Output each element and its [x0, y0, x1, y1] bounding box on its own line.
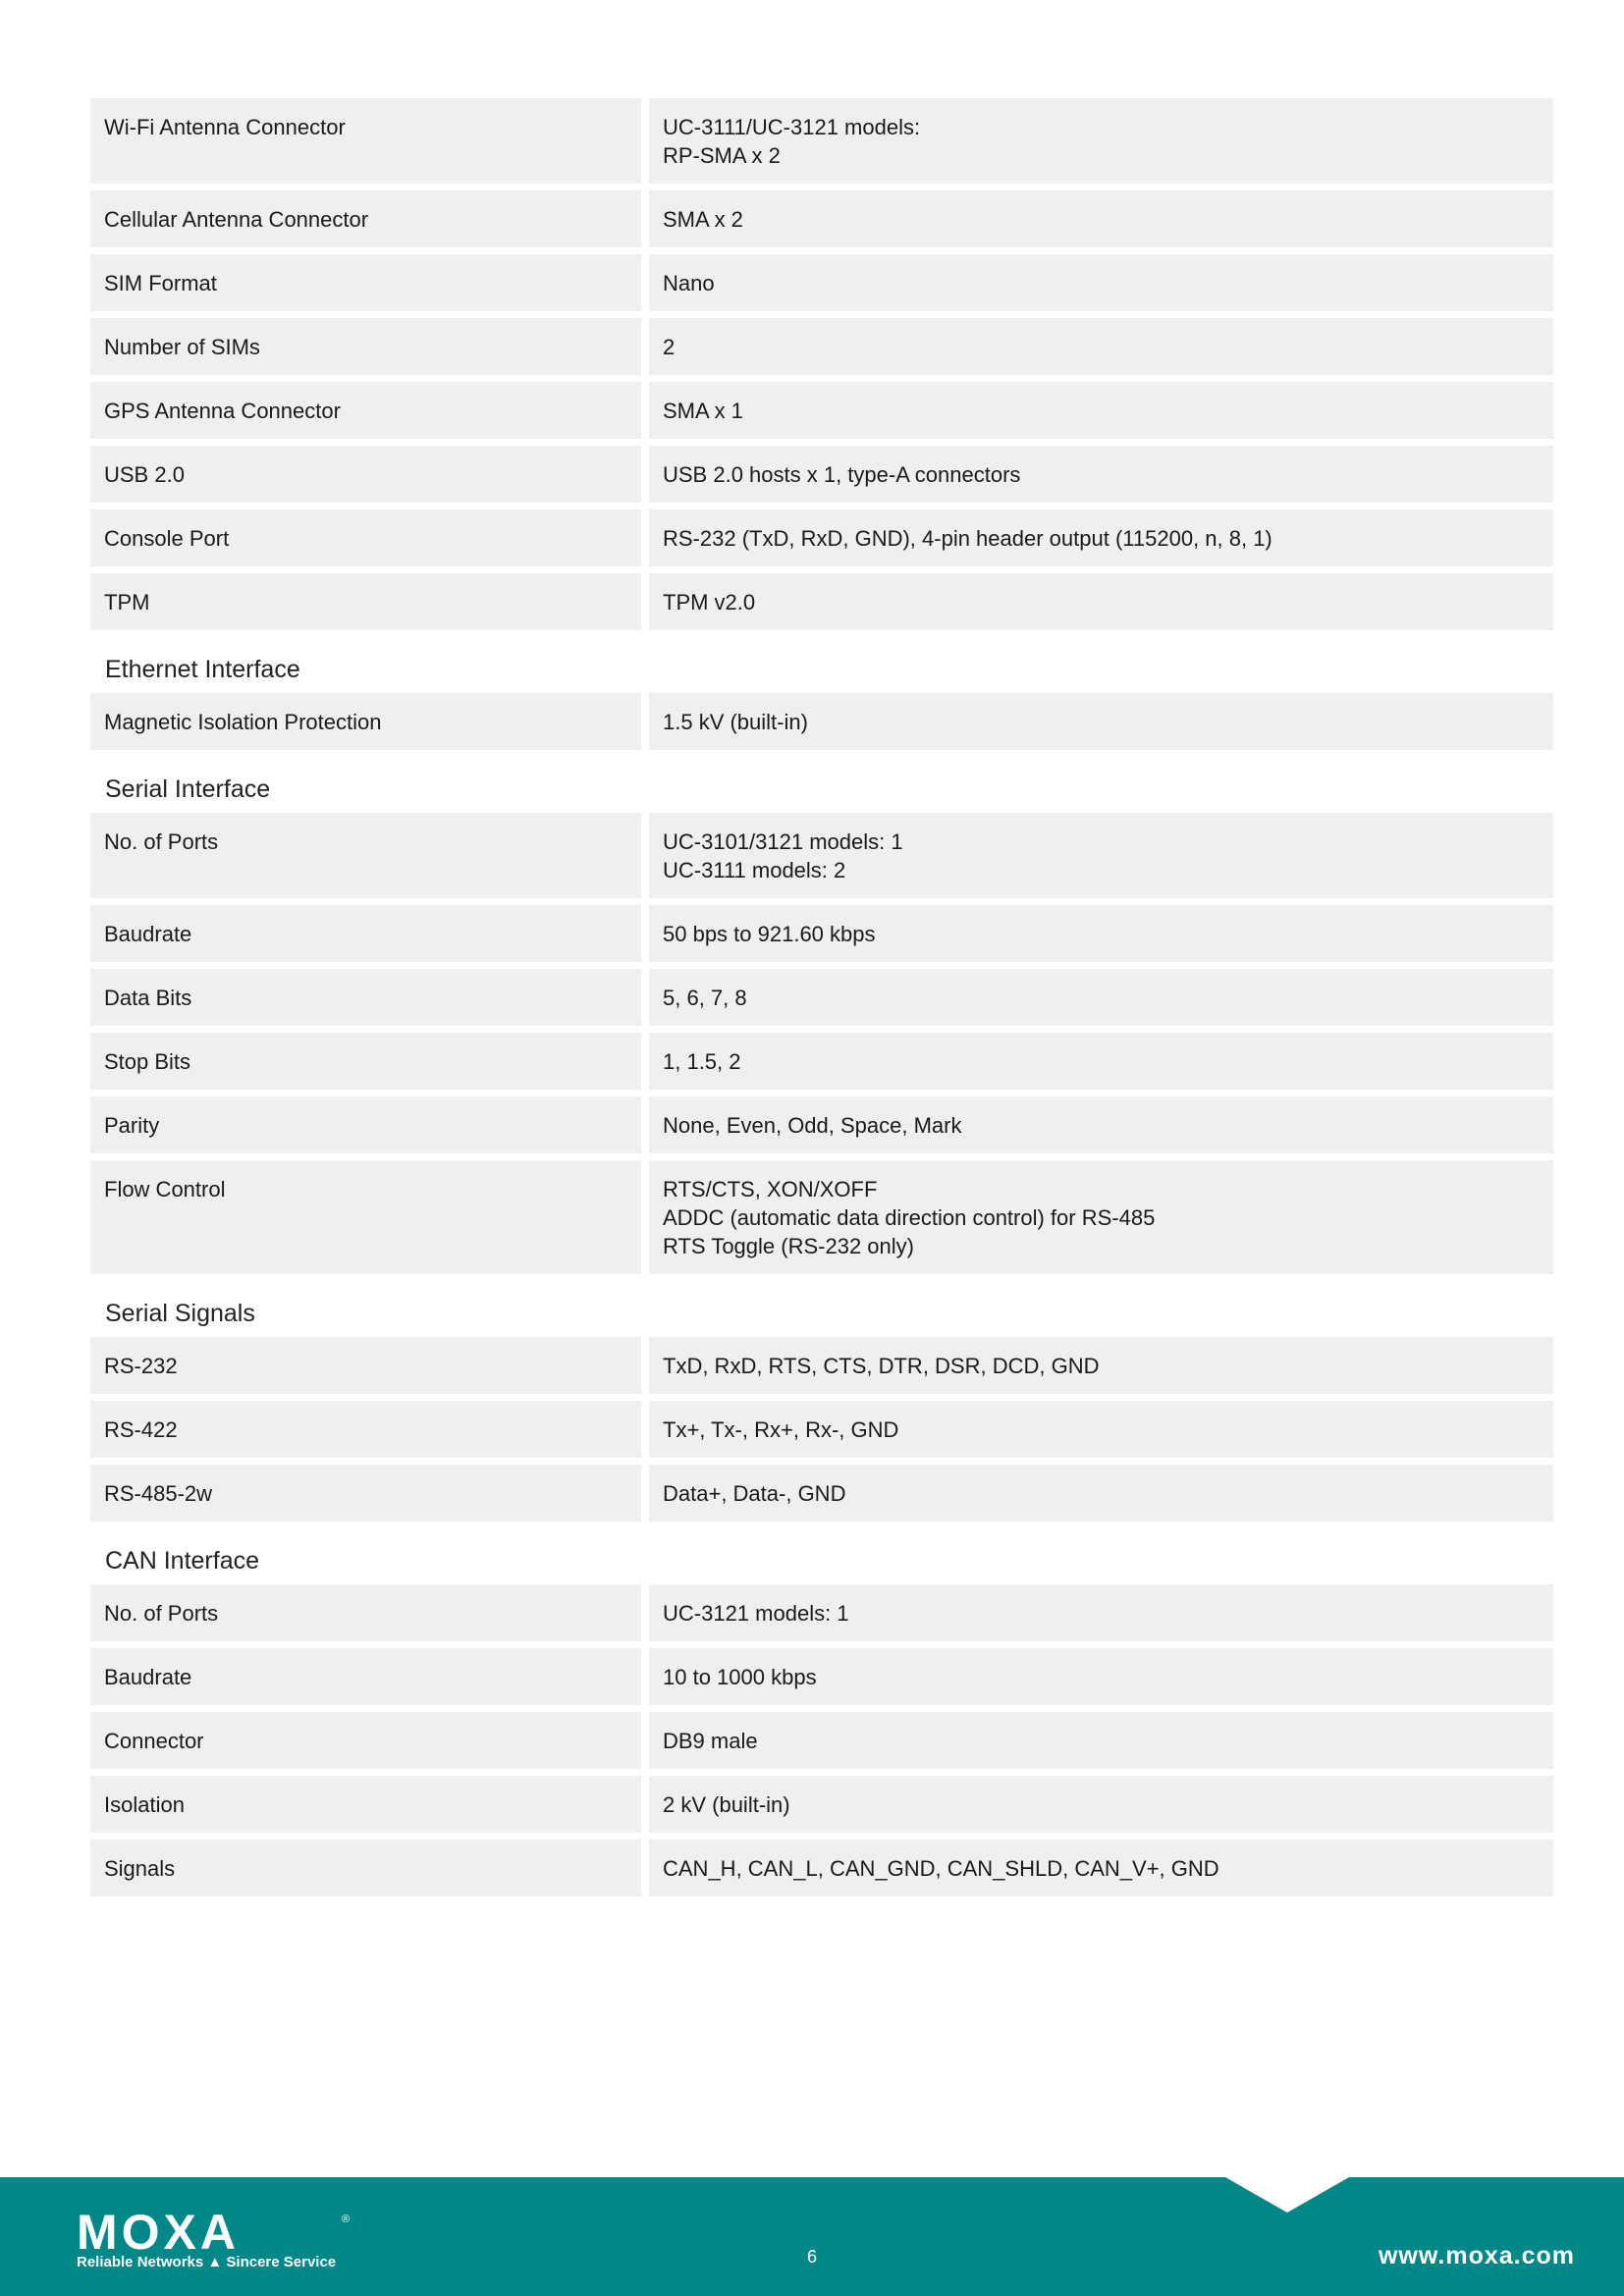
- spec-row: [90, 905, 1553, 962]
- spec-label: Stop Bits: [90, 1033, 641, 1090]
- spec-value: 1, 1.5, 2: [649, 1033, 1553, 1090]
- page-footer: [0, 2177, 1624, 2296]
- website-link[interactable]: www.moxa.com: [1378, 2242, 1575, 2269]
- page-number: 6: [806, 2247, 817, 2267]
- spec-row: [90, 1465, 1553, 1522]
- spec-label: Connector: [90, 1712, 641, 1769]
- spec-value: SMA x 2: [649, 190, 1553, 247]
- spec-row: [90, 446, 1553, 503]
- spec-row: [90, 1033, 1553, 1090]
- spec-value: Tx+, Tx-, Rx+, Rx-, GND: [649, 1401, 1553, 1458]
- spec-row: [90, 1776, 1553, 1833]
- spec-label: RS-422: [90, 1401, 641, 1458]
- section-heading: CAN Interface: [105, 1547, 260, 1575]
- spec-label: Console Port: [90, 509, 641, 566]
- spec-value: RS-232 (TxD, RxD, GND), 4-pin header output (115200, n, 8, 1): [649, 509, 1553, 566]
- spec-row: [90, 1712, 1553, 1769]
- spec-value: TPM v2.0: [649, 573, 1553, 630]
- spec-label: RS-232: [90, 1337, 641, 1394]
- spec-row: [90, 509, 1553, 566]
- section-heading: Serial Interface: [105, 775, 271, 803]
- spec-row: [90, 1648, 1553, 1705]
- spec-row: [90, 1160, 1553, 1274]
- spec-row: [90, 693, 1553, 750]
- spec-value: RTS/CTS, XON/XOFF ADDC (automatic data direction control) for RS-485 RTS Toggle (RS-232 only): [649, 1160, 1553, 1274]
- registered-mark-icon: ®: [342, 2214, 351, 2225]
- spec-value: UC-3101/3121 models: 1 UC-3111 models: 2: [649, 813, 1553, 898]
- spec-label: Data Bits: [90, 969, 641, 1026]
- spec-value: DB9 male: [649, 1712, 1553, 1769]
- spec-label: Number of SIMs: [90, 318, 641, 375]
- spec-label: No. of Ports: [90, 1584, 641, 1641]
- spec-row: [90, 98, 1553, 184]
- spec-row: [90, 573, 1553, 630]
- spec-value: 50 bps to 921.60 kbps: [649, 905, 1553, 962]
- spec-row: [90, 1337, 1553, 1394]
- spec-value: TxD, RxD, RTS, CTS, DTR, DSR, DCD, GND: [649, 1337, 1553, 1394]
- spec-value: 2 kV (built-in): [649, 1776, 1553, 1833]
- spec-label: Baudrate: [90, 1648, 641, 1705]
- spec-label: Signals: [90, 1840, 641, 1896]
- spec-label: Parity: [90, 1096, 641, 1153]
- spec-row: [90, 1584, 1553, 1641]
- spec-label: Flow Control: [90, 1160, 641, 1274]
- spec-value: USB 2.0 hosts x 1, type-A connectors: [649, 446, 1553, 503]
- spec-value: 1.5 kV (built-in): [649, 693, 1553, 750]
- spec-label: Wi-Fi Antenna Connector: [90, 98, 641, 184]
- spec-label: Baudrate: [90, 905, 641, 962]
- spec-row: [90, 813, 1553, 898]
- spec-row: [90, 254, 1553, 311]
- spec-label: USB 2.0: [90, 446, 641, 503]
- spec-label: RS-485-2w: [90, 1465, 641, 1522]
- spec-value: UC-3111/UC-3121 models: RP-SMA x 2: [649, 98, 1553, 184]
- section-heading: Ethernet Interface: [105, 656, 300, 683]
- spec-row: [90, 318, 1553, 375]
- spec-row: [90, 1096, 1553, 1153]
- spec-value: Nano: [649, 254, 1553, 311]
- spec-value: UC-3121 models: 1: [649, 1584, 1553, 1641]
- spec-value: CAN_H, CAN_L, CAN_GND, CAN_SHLD, CAN_V+, GND: [649, 1840, 1553, 1896]
- spec-value: 5, 6, 7, 8: [649, 969, 1553, 1026]
- spec-row: [90, 382, 1553, 439]
- spec-label: SIM Format: [90, 254, 641, 311]
- spec-value: 2: [649, 318, 1553, 375]
- spec-value: Data+, Data-, GND: [649, 1465, 1553, 1522]
- spec-label: Magnetic Isolation Protection: [90, 693, 641, 750]
- spec-value: 10 to 1000 kbps: [649, 1648, 1553, 1705]
- spec-row: [90, 190, 1553, 247]
- spec-table: [90, 98, 1553, 1903]
- spec-label: GPS Antenna Connector: [90, 382, 641, 439]
- spec-row: [90, 1840, 1553, 1896]
- spec-value: SMA x 1: [649, 382, 1553, 439]
- spec-value: None, Even, Odd, Space, Mark: [649, 1096, 1553, 1153]
- spec-label: TPM: [90, 573, 641, 630]
- spec-label: No. of Ports: [90, 813, 641, 898]
- spec-label: Cellular Antenna Connector: [90, 190, 641, 247]
- section-heading: Serial Signals: [105, 1300, 255, 1327]
- logo-tagline: Reliable Networks ▲ Sincere Service: [77, 2254, 337, 2270]
- spec-row: [90, 1401, 1553, 1458]
- spec-label: Isolation: [90, 1776, 641, 1833]
- logo-text: MOXA: [77, 2210, 240, 2260]
- spec-row: [90, 969, 1553, 1026]
